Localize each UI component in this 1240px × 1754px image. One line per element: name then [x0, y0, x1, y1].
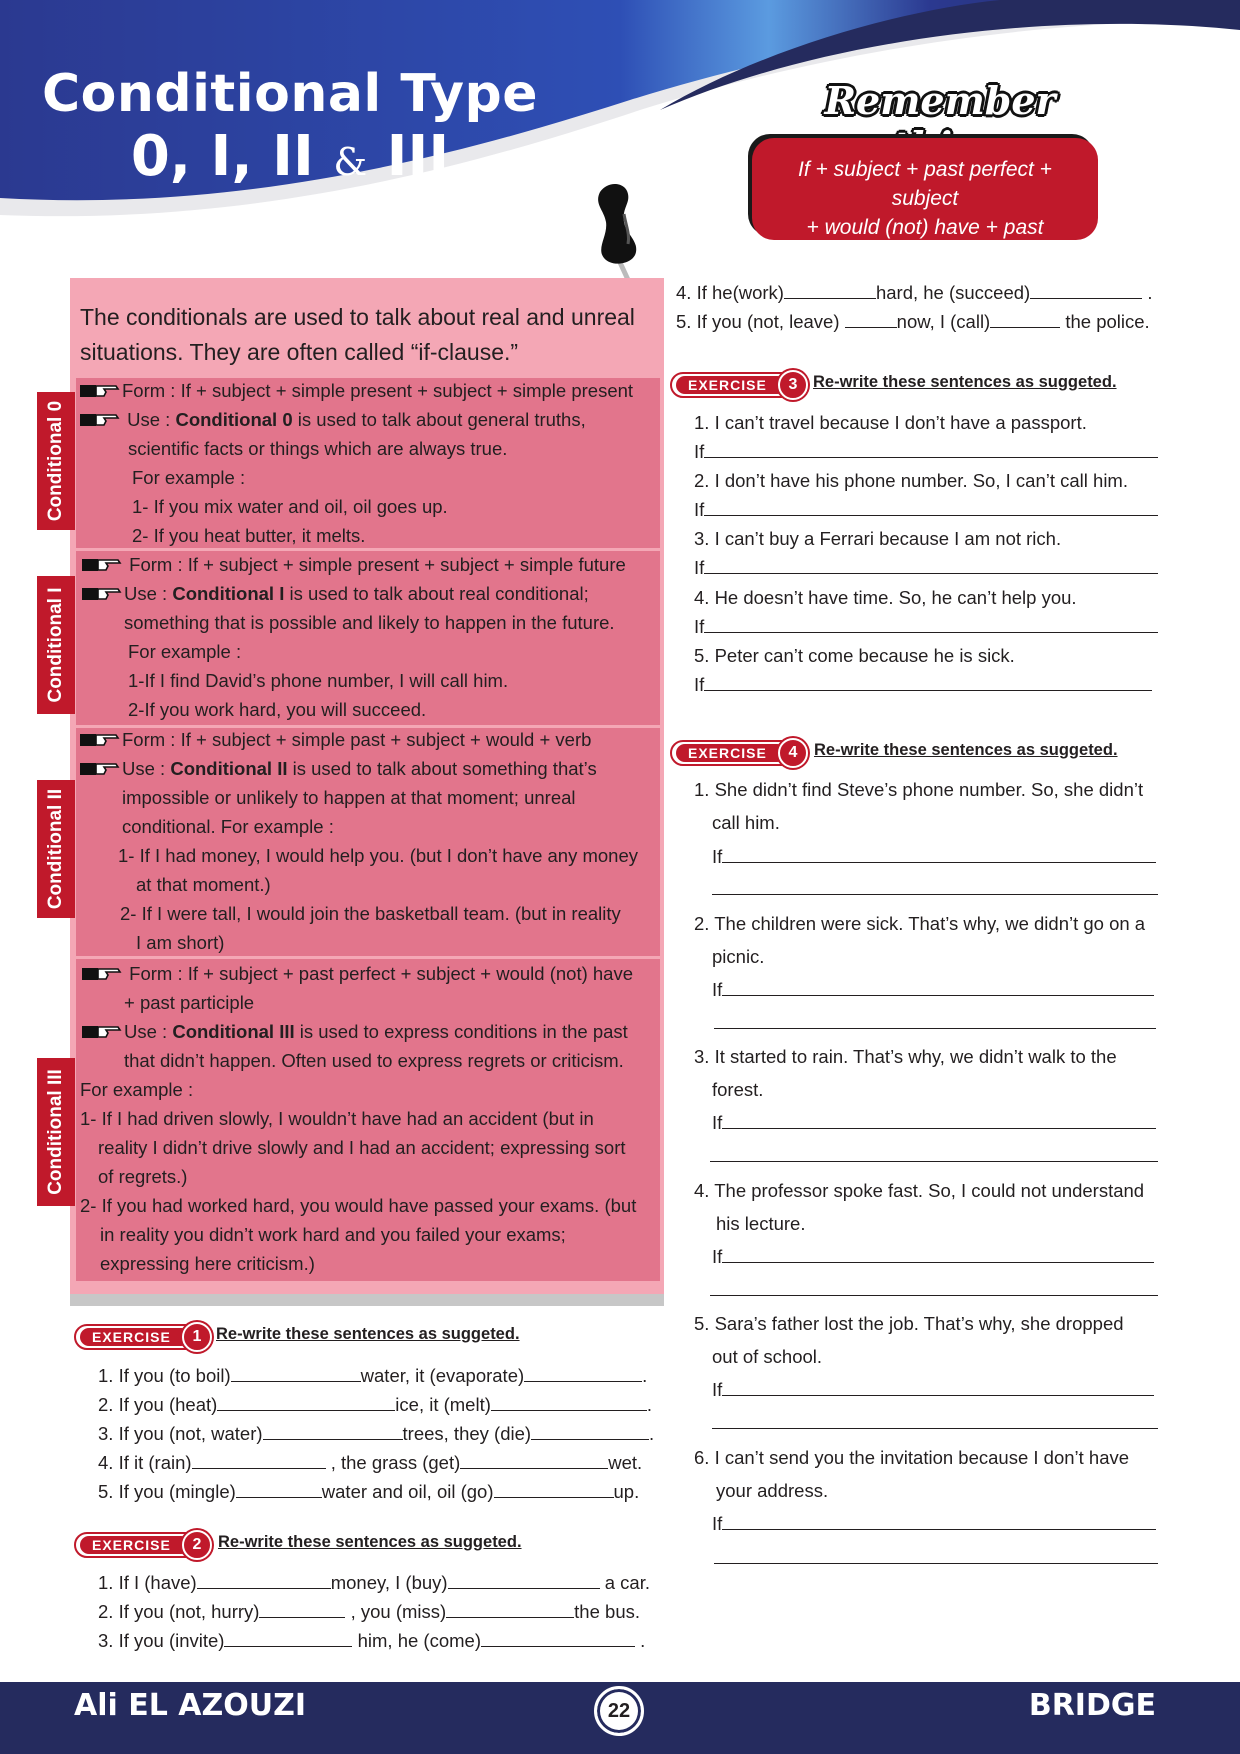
- ex1-item-1: 1. If you (to boil) water, it (evaporate) .: [98, 1365, 648, 1386]
- ex4-item-3-line1: 3. It started to rain. That’s why, we didn’t walk to the: [694, 1046, 1117, 1067]
- exercise-2-instruction: Re-write these sentences as suggeted.: [218, 1533, 522, 1551]
- ex1-item-4: 4. If it (rain) , the grass (get) wet.: [98, 1452, 643, 1473]
- c0-form: Form : If + subject + simple present + subject + simple present: [80, 379, 633, 403]
- c3-example-label: For example :: [80, 1079, 194, 1100]
- c3-example-1a: 1- If I had driven slowly, I wouldn’t have had an accident (but in: [80, 1108, 594, 1129]
- ex4-item-1-line1: 1. She didn’t find Steve’s phone number. So, she didn’t: [694, 779, 1144, 800]
- c3-example-2a: 2- If you had worked hard, you would have passed your exams. (but: [80, 1195, 637, 1216]
- ex4-item-2-line1: 2. The children were sick. That’s why, we didn’t go on a: [694, 913, 1146, 934]
- remember-box: [752, 138, 1098, 268]
- title-types: 0, I, II: [130, 124, 334, 189]
- ex4-item-6-line1: 6. I can’t send you the invitation because I don’t have: [694, 1447, 1130, 1468]
- ex3-answer-3: If: [694, 556, 1158, 580]
- ex4-answer-3: If: [712, 1111, 1156, 1135]
- c0-example-2: 2- If you heat butter, it melts.: [132, 525, 366, 546]
- ex4-item-5-line2: out of school.: [712, 1346, 823, 1367]
- tab-conditional-3: Conditional III: [37, 1058, 75, 1206]
- ex4-answer-2-line2: [714, 1028, 1156, 1029]
- c3-form-b: + past participle: [124, 992, 255, 1013]
- c2-example-1b: at that moment.): [136, 874, 271, 895]
- ex3-item-2: 2. I don’t have his phone number. So, I can’t call him.: [694, 470, 1128, 491]
- c1-use-line2: something that is possible and likely to happen in the future.: [124, 612, 615, 633]
- footer-author: Ali EL AZOUZI: [74, 1688, 307, 1723]
- title-type-three: III: [367, 124, 450, 189]
- c3-form: Form : If + subject + past perfect + subject + would (not) have: [82, 962, 633, 986]
- c3-example-2b: in reality you didn’t work hard and you failed your exams;: [100, 1224, 566, 1245]
- c3-example-1b: reality I didn’t drive slowly and I had an accident; expressing sort: [98, 1137, 626, 1158]
- ex4-answer-6-line2: [714, 1563, 1158, 1564]
- c0-use: Use : Conditional 0 is used to talk about general truths,: [80, 408, 586, 432]
- pointing-hand-icon: [80, 761, 120, 777]
- c3-example-2c: expressing here criticism.): [100, 1253, 315, 1274]
- ex1-item-5: 5. If you (mingle) water and oil, oil (go) up.: [98, 1481, 640, 1502]
- title-ampersand: &: [333, 140, 368, 184]
- c2-use-line3: conditional. For example :: [122, 816, 334, 837]
- c3-use: Use : Conditional III is used to express conditions in the past: [82, 1020, 628, 1044]
- pointing-hand-icon: [82, 966, 122, 982]
- ex4-answer-1-line2: [712, 894, 1158, 895]
- ex3-item-3: 3. I can’t buy a Ferrari because I am not rich.: [694, 528, 1062, 549]
- ex3-item-1: 1. I can’t travel because I don’t have a passport.: [694, 412, 1087, 433]
- pointing-hand-icon: [82, 1024, 122, 1040]
- tab-conditional-0: Conditional 0: [37, 392, 75, 530]
- ex4-answer-1: If: [712, 845, 1156, 869]
- pointing-hand-icon: [80, 732, 120, 748]
- ex3-answer-2: If: [694, 498, 1158, 522]
- c2-example-2b: I am short): [136, 932, 225, 953]
- ex4-item-4-line2: his lecture.: [716, 1213, 806, 1234]
- c2-form: Form : If + subject + simple past + subject + would + verb: [80, 728, 591, 752]
- exercise-2-badge: EXERCISE 2: [74, 1530, 214, 1560]
- c2-use-line2: impossible or unlikely to happen at that moment; unreal: [122, 787, 576, 808]
- ex4-item-6-line2: your address.: [716, 1480, 829, 1501]
- c0-example-label: For example :: [132, 467, 246, 488]
- ex1-item-3: 3. If you (not, water) trees, they (die) .: [98, 1423, 655, 1444]
- ex4-answer-4: If: [712, 1245, 1154, 1269]
- c1-example-1: 1-If I find David’s phone number, I will call him.: [128, 670, 509, 691]
- ex1-item-2: 2. If you (heat) ice, it (melt) .: [98, 1394, 653, 1415]
- ex4-answer-5: If: [712, 1378, 1154, 1402]
- exercise-1-instruction: Re-write these sentences as suggeted.: [216, 1325, 520, 1343]
- intro-text: The conditionals are used to talk about real and unreal situations. They are often called “if-clause.”: [80, 304, 635, 365]
- remember-line2: + would (not) have + past participle: [806, 216, 1044, 268]
- section-conditional-0: [76, 378, 660, 548]
- exercise-4-badge: EXERCISE 4: [670, 738, 810, 768]
- footer-book-title: BRIDGE: [1028, 1688, 1156, 1723]
- ex4-item-3-line2: forest.: [712, 1079, 764, 1100]
- c1-form: Form : If + subject + simple present + subject + simple future: [82, 553, 626, 577]
- ex4-answer-5-line2: [712, 1428, 1158, 1429]
- c2-example-2a: 2- If I were tall, I would join the basketball team. (but in reality: [120, 903, 621, 924]
- c3-example-1c: of regrets.): [98, 1166, 188, 1187]
- ex4-item-4-line1: 4. The professor spoke fast. So, I could not understand: [694, 1180, 1145, 1201]
- ex3-item-5: 5. Peter can’t come because he is sick.: [694, 645, 1015, 666]
- pointing-hand-icon: [80, 383, 120, 399]
- c1-example-label: For example :: [128, 641, 242, 662]
- ex4-answer-4-line2: [710, 1295, 1158, 1296]
- exercise-3-badge: EXERCISE 3: [670, 370, 810, 400]
- ex2-item-1: 1. If I (have) money, I (buy) a car.: [98, 1572, 650, 1593]
- ex3-answer-5: If: [694, 673, 1152, 697]
- ex3-item-4: 4. He doesn’t have time. So, he can’t help you.: [694, 587, 1077, 608]
- lesson-box-shadow: [70, 1294, 664, 1306]
- c2-use: Use : Conditional II is used to talk about something that’s: [80, 757, 597, 781]
- pointing-hand-icon: [82, 586, 122, 602]
- c0-example-1: 1- If you mix water and oil, oil goes up.: [132, 496, 448, 517]
- ex4-item-5-line1: 5. Sara’s father lost the job. That’s why, she dropped: [694, 1313, 1124, 1334]
- ex2-item-5: 5. If you (not, leave) now, I (call) the police.: [676, 311, 1150, 332]
- ex4-item-2-line2: picnic.: [712, 946, 765, 967]
- remember-line1: If + subject + past perfect + subject: [798, 158, 1052, 210]
- pointing-hand-icon: [82, 557, 122, 573]
- exercise-1-badge: EXERCISE 1: [74, 1322, 214, 1352]
- page-title-line1: Conditional Type: [41, 64, 539, 124]
- ex3-answer-4: If: [694, 615, 1158, 639]
- ex4-answer-2: If: [712, 978, 1154, 1002]
- c3-use-line2: that didn’t happen. Often used to express regrets or criticism.: [124, 1050, 624, 1071]
- ex4-answer-6: If: [712, 1512, 1156, 1536]
- remember-title: Remember: [824, 78, 1056, 123]
- ex2-item-2: 2. If you (not, hurry) , you (miss) the bus.: [98, 1601, 640, 1622]
- pointing-hand-icon: [80, 412, 120, 428]
- page-title-line2: [40, 124, 540, 189]
- c1-use: Use : Conditional I is used to talk about real conditional;: [82, 582, 589, 606]
- ex3-answer-1: If: [694, 440, 1158, 464]
- ex4-answer-3-line2: [710, 1161, 1158, 1162]
- page-number: 22: [594, 1686, 644, 1736]
- exercise-4-instruction: Re-write these sentences as suggeted.: [814, 741, 1118, 759]
- c2-example-1a: 1- If I had money, I would help you. (but I don’t have any money: [118, 845, 639, 866]
- ex2-item-3: 3. If you (invite) him, he (come) .: [98, 1630, 646, 1651]
- tab-conditional-1: Conditional I: [37, 576, 75, 714]
- ex2-item-4: 4. If he(work) hard, he (succeed) .: [676, 282, 1153, 303]
- ex4-item-1-line2: call him.: [712, 812, 780, 833]
- tab-conditional-2: Conditional II: [37, 780, 75, 918]
- c1-example-2: 2-If you work hard, you will succeed.: [128, 699, 427, 720]
- exercise-3-instruction: Re-write these sentences as suggeted.: [813, 373, 1117, 391]
- c0-use-line2: scientific facts or things which are always true.: [128, 438, 508, 459]
